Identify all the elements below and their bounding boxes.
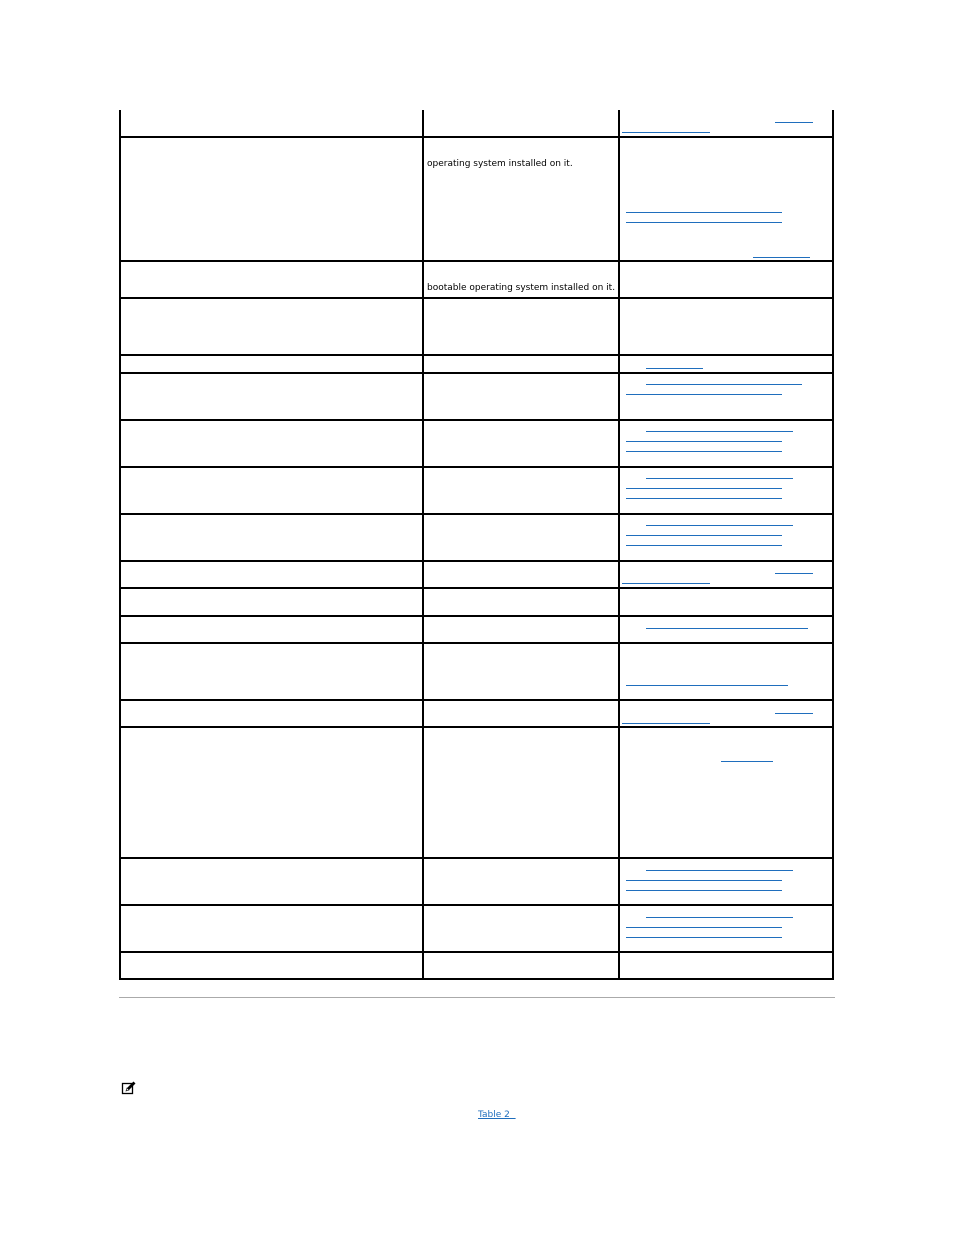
cross-reference-link[interactable] (775, 122, 813, 123)
cross-reference-link[interactable] (626, 441, 782, 442)
row-divider (119, 354, 834, 356)
note-pencil-icon (121, 1080, 137, 1096)
cross-reference-link[interactable] (721, 761, 773, 762)
cross-reference-link[interactable] (753, 257, 810, 258)
row-divider (119, 466, 834, 468)
row-divider (119, 857, 834, 859)
cross-reference-link[interactable] (622, 132, 710, 133)
row-divider (119, 615, 834, 617)
row-divider (119, 513, 834, 515)
cross-reference-link[interactable] (626, 212, 782, 213)
table-border-bottom (119, 978, 834, 980)
row-divider (119, 260, 834, 262)
cross-reference-link[interactable] (626, 451, 782, 452)
cross-reference-link[interactable] (626, 890, 782, 891)
cross-reference-link[interactable] (626, 880, 782, 881)
table-border-right (832, 110, 834, 980)
row-divider (119, 372, 834, 374)
cross-reference-link[interactable] (646, 384, 802, 385)
table-col-divider-2 (618, 110, 620, 980)
table-cell-text: bootable operating system installed on it. (427, 283, 616, 293)
row-divider (119, 419, 834, 421)
cross-reference-link[interactable] (775, 713, 813, 714)
troubleshooting-table (119, 110, 834, 980)
cross-reference-link[interactable] (626, 394, 782, 395)
row-divider (119, 136, 834, 138)
cross-reference-link[interactable] (646, 368, 703, 369)
cross-reference-link[interactable] (775, 573, 813, 574)
cross-reference-link[interactable] (626, 498, 782, 499)
row-divider (119, 642, 834, 644)
cross-reference-link[interactable] (646, 525, 793, 526)
cross-reference-link[interactable] (626, 535, 782, 536)
table-2-link[interactable]: Table 2 (478, 1110, 516, 1120)
cross-reference-link[interactable] (622, 583, 710, 584)
section-separator (119, 997, 835, 998)
cross-reference-link[interactable] (646, 478, 793, 479)
row-divider (119, 587, 834, 589)
cross-reference-link[interactable] (626, 685, 788, 686)
table-cell-text: operating system installed on it. (427, 159, 573, 169)
cross-reference-link[interactable] (626, 545, 782, 546)
cross-reference-link[interactable] (626, 937, 782, 938)
table-col-divider-1 (422, 110, 424, 980)
cross-reference-link[interactable] (646, 431, 793, 432)
cross-reference-link[interactable] (622, 723, 710, 724)
cross-reference-link[interactable] (626, 488, 782, 489)
row-divider (119, 560, 834, 562)
cross-reference-link[interactable] (646, 870, 793, 871)
row-divider (119, 726, 834, 728)
cross-reference-link[interactable] (626, 222, 782, 223)
row-divider (119, 699, 834, 701)
row-divider (119, 297, 834, 299)
table-border-left (119, 110, 121, 980)
cross-reference-link[interactable] (646, 628, 808, 629)
cross-reference-link[interactable] (626, 927, 782, 928)
cross-reference-link[interactable] (646, 917, 793, 918)
row-divider (119, 904, 834, 906)
row-divider (119, 951, 834, 953)
